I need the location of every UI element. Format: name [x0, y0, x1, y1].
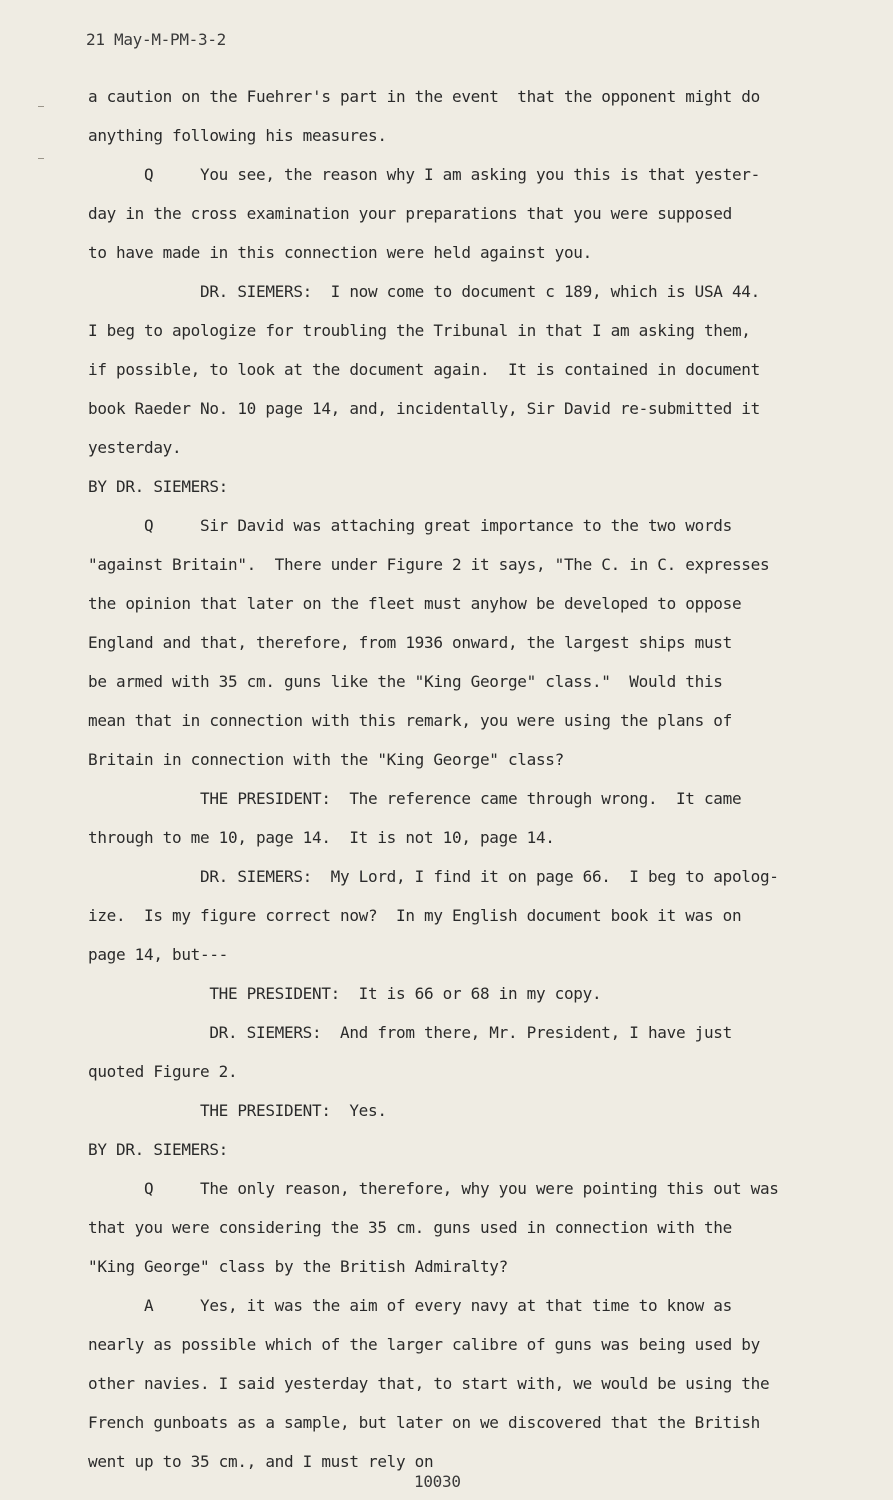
text-line: Q Sir David was attaching great importance to the two words — [88, 516, 732, 535]
text-line: Q The only reason, therefore, why you were pointing this out was — [88, 1179, 779, 1198]
text-line: ize. Is my figure correct now? In my English document book it was on — [88, 906, 742, 925]
text-line: through to me 10, page 14. It is not 10, page 14. — [88, 828, 555, 847]
text-line: a caution on the Fuehrer's part in the event that the opponent might do — [88, 87, 760, 106]
text-line: DR. SIEMERS: And from there, Mr. President, I have just — [88, 1023, 732, 1042]
text-line: Q You see, the reason why I am asking you this is that yester- — [88, 165, 760, 184]
text-line: THE PRESIDENT: The reference came through wrong. It came — [88, 789, 742, 808]
text-line: I beg to apologize for troubling the Tribunal in that I am asking them, — [88, 321, 751, 340]
speaker-heading: BY DR. SIEMERS: — [88, 1140, 228, 1159]
text-line: the opinion that later on the fleet must anyhow be developed to oppose — [88, 594, 742, 613]
text-line: DR. SIEMERS: My Lord, I find it on page 66. I beg to apolog- — [88, 867, 779, 886]
text-line: England and that, therefore, from 1936 onward, the largest ships must — [88, 633, 732, 652]
text-line: anything following his measures. — [88, 126, 387, 145]
text-line: that you were considering the 35 cm. guns used in connection with the — [88, 1218, 732, 1237]
text-line: DR. SIEMERS: I now come to document c 189, which is USA 44. — [88, 282, 760, 301]
margin-mark — [38, 158, 44, 159]
text-line: day in the cross examination your preparations that you were supposed — [88, 204, 732, 223]
text-line: book Raeder No. 10 page 14, and, incidentally, Sir David re-submitted it — [88, 399, 760, 418]
text-line: THE PRESIDENT: It is 66 or 68 in my copy. — [88, 984, 602, 1003]
text-line: if possible, to look at the document again. It is contained in document — [88, 360, 760, 379]
text-line: Britain in connection with the "King George" class? — [88, 750, 564, 769]
text-line: went up to 35 cm., and I must rely on — [88, 1452, 434, 1471]
text-line: quoted Figure 2. — [88, 1062, 238, 1081]
page-header: 21 May-M-PM-3-2 — [86, 30, 226, 49]
text-line: French gunboats as a sample, but later on we discovered that the British — [88, 1413, 760, 1432]
text-line: "against Britain". There under Figure 2 it says, "The C. in C. expresses — [88, 555, 770, 574]
speaker-heading: BY DR. SIEMERS: — [88, 477, 228, 496]
text-line: to have made in this connection were held against you. — [88, 243, 592, 262]
page-number: 10030 — [414, 1472, 461, 1491]
text-line: page 14, but--- — [88, 945, 228, 964]
text-line: yesterday. — [88, 438, 182, 457]
text-line: THE PRESIDENT: Yes. — [88, 1101, 387, 1120]
text-line: A Yes, it was the aim of every navy at that time to know as — [88, 1296, 732, 1315]
margin-mark — [38, 106, 44, 107]
text-line: "King George" class by the British Admiralty? — [88, 1257, 508, 1276]
text-line: mean that in connection with this remark, you were using the plans of — [88, 711, 732, 730]
text-line: be armed with 35 cm. guns like the "King George" class." Would this — [88, 672, 723, 691]
text-line: other navies. I said yesterday that, to start with, we would be using the — [88, 1374, 770, 1393]
text-line: nearly as possible which of the larger calibre of guns was being used by — [88, 1335, 760, 1354]
